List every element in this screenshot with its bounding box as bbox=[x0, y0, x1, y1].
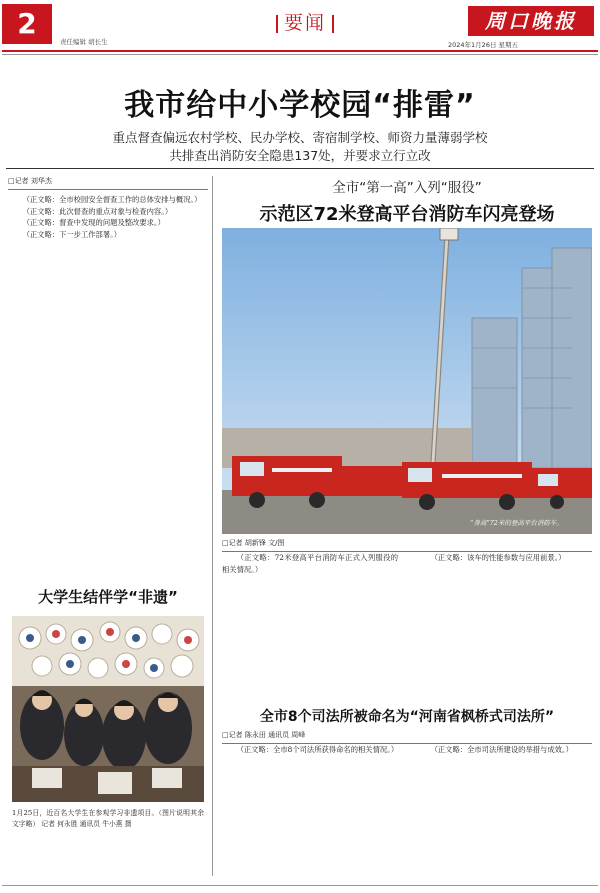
lead-byline: □记者 刘华杰 bbox=[8, 176, 208, 190]
fire-body bbox=[222, 552, 592, 575]
lead-paragraph: （正文略：督查中发现的问题及整改要求。） bbox=[22, 218, 165, 228]
lead-paragraph: （正文略：此次督查的重点对象与检查内容。） bbox=[22, 206, 173, 216]
judicial-headline: 全市8个司法所被命名为“河南省枫桥式司法所” bbox=[259, 709, 555, 725]
fire-headline: 示范区72米登高平台消防车闪亮登场 bbox=[259, 204, 555, 225]
student-headline: 大学生结伴学“非遗” bbox=[38, 588, 178, 606]
section-bar-left bbox=[276, 15, 278, 33]
newspaper-logo: 周口晚报 bbox=[468, 6, 594, 36]
fire-photo-caption: “身高”72米的登高平台消防车。 bbox=[470, 519, 563, 527]
student-photo-illustration bbox=[12, 616, 204, 802]
fire-byline: □记者 胡新锋 文/图 bbox=[222, 538, 592, 552]
lead-subhead-2: 共排查出消防安全隐患137处，并要求立行立改 bbox=[169, 148, 431, 163]
fire-column-2 bbox=[416, 552, 592, 575]
bottom-rule bbox=[2, 885, 598, 886]
judicial-body bbox=[222, 744, 592, 756]
student-photo bbox=[12, 616, 204, 802]
student-caption-credit: 记者 何永胜 通讯员 牛小燕 摄 bbox=[41, 819, 132, 828]
lead-article bbox=[8, 176, 208, 240]
judicial-column-1 bbox=[222, 744, 398, 756]
lead-divider bbox=[6, 168, 594, 169]
lead-body bbox=[8, 194, 208, 240]
lead-subhead-1: 重点督查偏远农村学校、民办学校、寄宿制学校、师资力量薄弱学校 bbox=[112, 130, 488, 145]
masthead-rule-thin bbox=[2, 54, 598, 55]
judicial-byline: □记者 陈永田 通讯员 周峰 bbox=[222, 730, 592, 744]
section-bar-right bbox=[332, 15, 334, 33]
judicial-column-2 bbox=[416, 744, 592, 756]
lead-paragraph: （正文略：全市校园安全督查工作的总体安排与概况。） bbox=[22, 195, 202, 204]
masthead-rule bbox=[2, 50, 598, 52]
fire-kicker: 全市“第一高”入列“服役” bbox=[332, 180, 482, 196]
page-number: 2 bbox=[2, 4, 52, 44]
column-divider bbox=[212, 176, 213, 876]
lead-headline: 我市给中小学校园“排雷” bbox=[124, 88, 476, 123]
fire-paragraph: （正文略：72米登高平台消防车正式入列服役的相关情况。） bbox=[222, 553, 398, 574]
fire-photo bbox=[222, 228, 592, 534]
section-label: 要闻 bbox=[283, 12, 326, 34]
judicial-paragraph: （正文略：全市8个司法所获得命名的相关情况。） bbox=[236, 745, 399, 754]
date-line: 2024年1月26日 星期五 bbox=[448, 41, 519, 49]
student-caption-text: 1月25日，近百名大学生在参观学习非遗项目。（图片说明其余文字略） bbox=[12, 809, 204, 828]
fire-truck-photo-illustration bbox=[222, 228, 592, 534]
judicial-paragraph: （正文略：全市司法所建设的举措与成效。） bbox=[430, 745, 573, 754]
fire-column-1 bbox=[222, 552, 398, 575]
editor-line: 责任编辑 胡长生 bbox=[60, 38, 108, 46]
masthead bbox=[0, 0, 600, 64]
student-caption bbox=[12, 808, 204, 829]
section-title bbox=[255, 8, 355, 35]
fire-paragraph: （正文略：该车的性能参数与应用前景。） bbox=[430, 553, 566, 562]
lead-paragraph: （正文略：下一步工作部署。） bbox=[22, 229, 122, 239]
